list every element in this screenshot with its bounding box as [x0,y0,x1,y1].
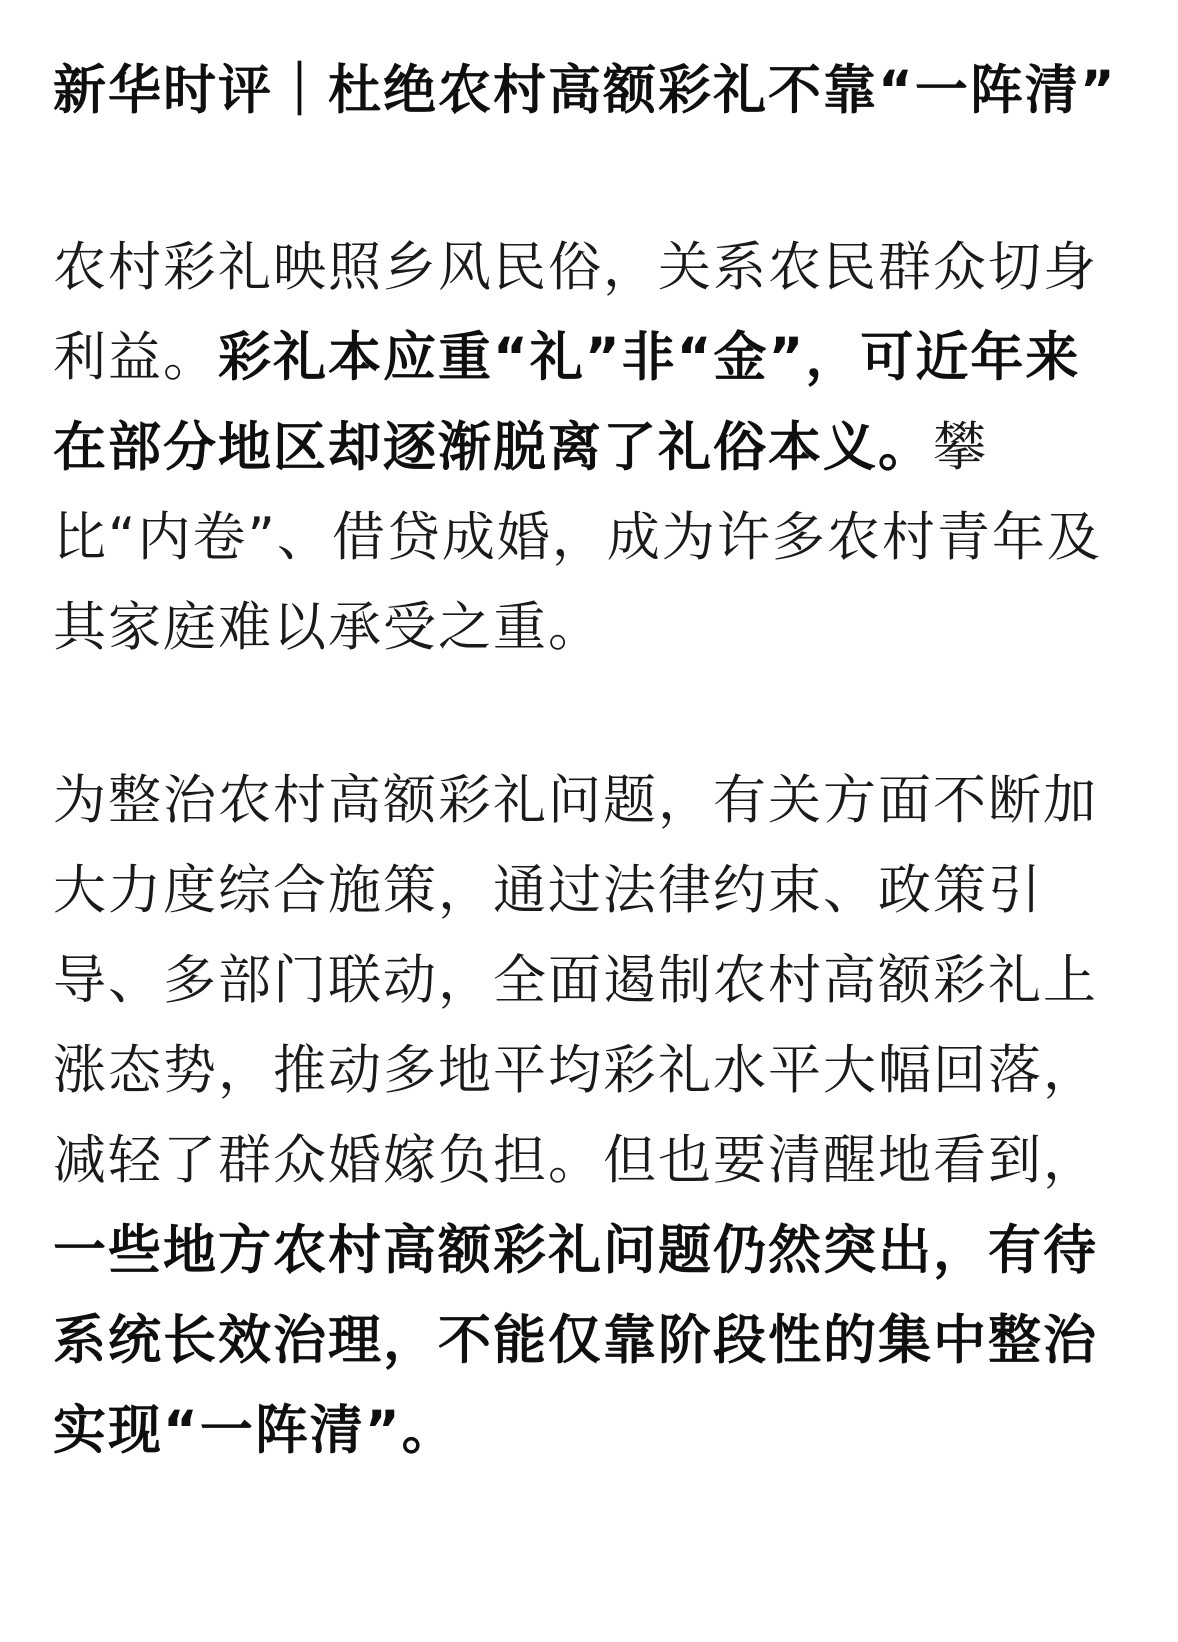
article-title: 新华时评｜杜绝农村高额彩礼不靠“一阵清” [53,60,1117,121]
paragraph-2-bold-text: 一些地方农村高额彩礼问题仍然突出，有待系统长效治理，不能仅靠阶段性的集中整治实现“一阵清”。 [53,1220,1098,1461]
paragraph-1-text: 农村彩礼映照乡风民俗，关系农民群众切身利益。 [53,237,1098,388]
paragraph-1-bold-text: 彩礼本应重“礼”非“金”，可近年来在部分地区却逐渐脱离了礼俗本义。 [53,327,1081,478]
paragraph-2-text: 为整治农村高额彩礼问题，有关方面不断加大力度综合施策，通过法律约束、政策引导、多部门联动，全面遏制农村高额彩礼上涨态势，推动多地平均彩礼水平大幅回落，减轻了群众婚嫁负担。但也要清醒地看到， [53,770,1098,1191]
article-paragraph-1 [53,223,1122,673]
paragraph-1-text-end: 攀比“内卷”、借贷成婚，成为许多农村青年及其家庭难以承受之重。 [53,417,1102,658]
article-paragraph-2 [53,756,1122,1476]
